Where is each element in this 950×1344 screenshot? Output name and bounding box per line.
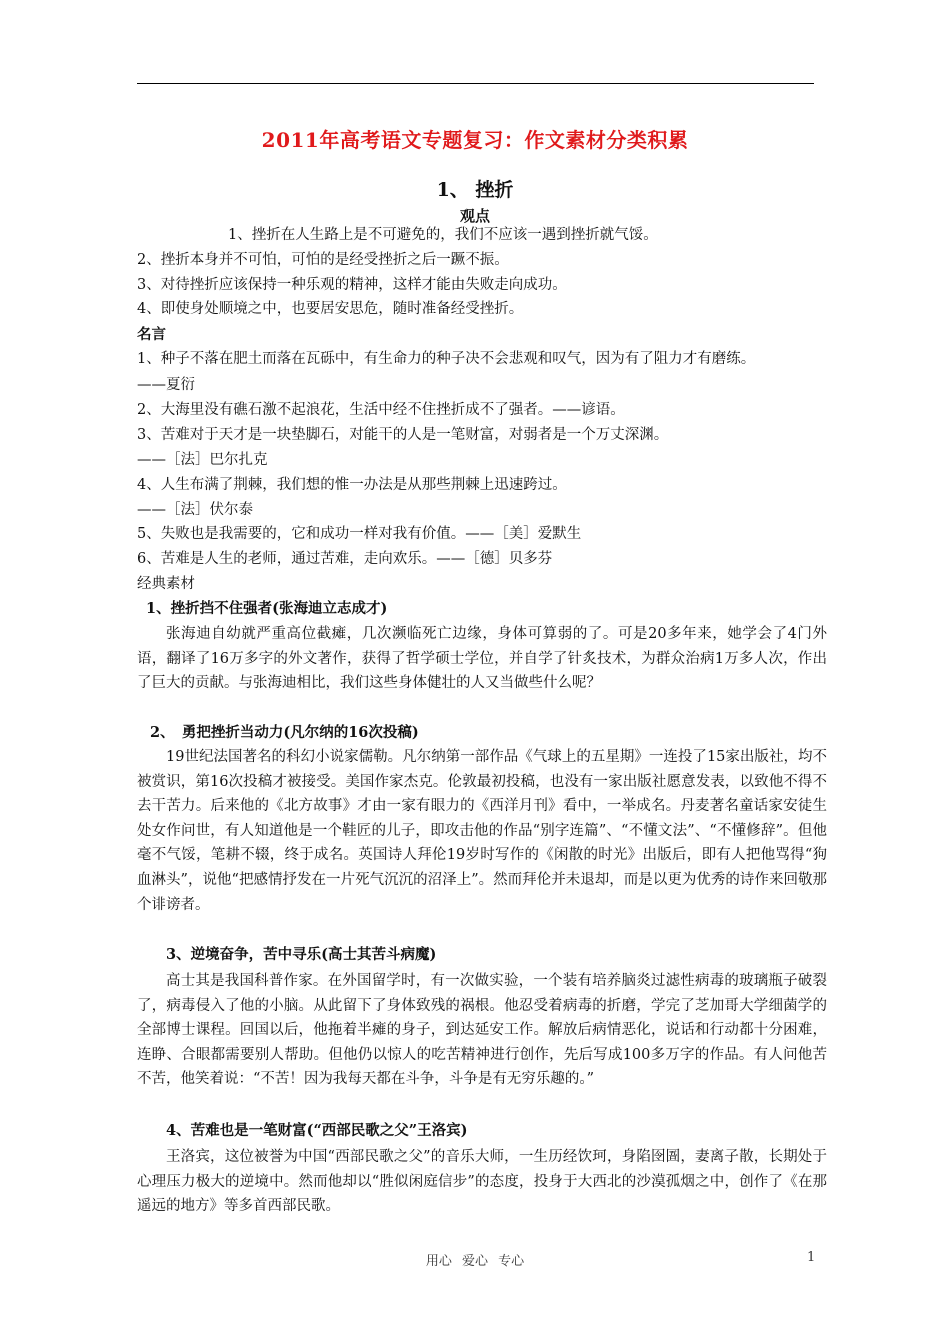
- section-heading: 1、 挫折: [436, 179, 514, 201]
- viewpoint-item: 1、挫折在人生路上是不可避免的，我们不应该一遇到挫折就气馁。: [228, 227, 658, 243]
- quote-author: ——［法］伏尔泰: [137, 502, 253, 518]
- material-heading: 1、挫折挡不住强者(张海迪立志成才): [146, 600, 388, 617]
- material-text: 19世纪法国著名的科幻小说家儒勒。凡尔纳第一部作品《气球上的五星期》一连投了15家出版社，均不被赏识，第16次投稿才被接受。美国作家杰克。伦敦最初投稿，也没有一家出版社愿意发表，以致他不得不去干苦力。后来他的《北方故事》才由一家有眼力的《西洋月刊》看中，一举成名。丹麦著名童话家安徒生处女作问世，有人知道他是一个鞋匠的儿子，即攻击他的作品“别字连篇”、“不懂文法”、“不懂修辞”。但他毫不气馁，笔耕不辍，终于成名。英国诗人拜伦19岁时写作的《闲散的时光》出版后，即有人把他骂得“狗血淋头”，说他“把感情抒发在一片死气沉沉的沼泽上”。然而拜伦并未退却，而是以更为优秀的诗作来回敬那个诽谤者。: [137, 749, 827, 913]
- quote-item: 3、苦难对于天才是一块垫脚石，对能干的人是一笔财富，对弱者是一个万丈深渊。: [137, 427, 669, 443]
- viewpoint-item: 4、即使身处顺境之中，也要居安思危，随时准备经受挫折。: [137, 301, 524, 317]
- page-footer: 用心 爱心 专心: [425, 1254, 525, 1269]
- material-heading: 3、逆境奋争，苦中寻乐(高士其苦斗病魔): [166, 946, 437, 963]
- quote-author: ——夏衍: [137, 377, 195, 393]
- material-text: 张海迪自幼就严重高位截瘫，几次濒临死亡边缘，身体可算弱的了。可是20多年来，她学会了4门外语，翻译了16万多字的外文著作，获得了哲学硕士学位，并自学了针炙技术，为群众治病1万多人次，作出了巨大的贡献。与张海迪相比，我们这些身体健壮的人又当做些什么呢？: [137, 626, 827, 692]
- material-heading: 4、苦难也是一笔财富(“西部民歌之父”王洛宾): [166, 1122, 468, 1139]
- viewpoint-item: 3、对待挫折应该保持一种乐观的精神，这样才能由失败走向成功。: [137, 277, 567, 293]
- viewpoint-item: 2、挫折本身并不可怕，可怕的是经受挫折之后一蹶不振。: [137, 252, 509, 268]
- quotes-heading: 名言: [137, 326, 166, 343]
- material-heading: 2、 勇把挫折当动力(凡尔纳的16次投稿): [150, 724, 419, 741]
- material-text: 高士其是我国科普作家。在外国留学时，有一次做实验，一个装有培养脑炎过滤性病毒的玻璃瓶子破裂了，病毒侵入了他的小脑。从此留下了身体致残的祸根。他忍受着病毒的折磨，学完了芝加哥大学细菌学的全部博士课程。回国以后，他拖着半瘫的身子，到达延安工作。解放后病情恶化，说话和行动都十分困难，连睁、合眼都需要别人帮助。但他仍以惊人的吃苦精神进行创作，先后写成100多万字的作品。有人问他苦不苦，他笑着说：“不苦！因为我每天都在斗争，斗争是有无穷乐趣的。”: [137, 973, 828, 1088]
- quote-item: 2、大海里没有礁石激不起浪花，生活中经不住挫折成不了强者。——谚语。: [137, 402, 625, 418]
- page-number: 1: [807, 1250, 816, 1265]
- quote-item: 4、人生布满了荆棘，我们想的惟一办法是从那些荆棘上迅速跨过。: [137, 477, 567, 493]
- viewpoint-heading: 观点: [459, 207, 490, 225]
- quote-author: ——［法］巴尔扎克: [137, 452, 268, 468]
- material-text: 王洛宾，这位被誉为中国“西部民歌之父”的音乐大师，一生历经饮珂，身陷囹圄，妻离子散，长期处于心理压力极大的逆境中。然而他却以“胜似闲庭信步”的态度，投身于大西北的沙漠孤烟之中，创作了《在那遥远的地方》等多首西部民歌。: [137, 1149, 827, 1215]
- document-title: 2011年高考语文专题复习：作文素材分类积累: [261, 128, 689, 152]
- quote-item: 1、种子不落在肥土而落在瓦砾中，有生命力的种子决不会悲观和叹气，因为有了阻力才有磨练。: [137, 351, 756, 367]
- quote-item: 5、失败也是我需要的，它和成功一样对我有价值。——［美］爱默生: [137, 526, 582, 542]
- classic-heading: 经典素材: [137, 576, 195, 592]
- quote-item: 6、苦难是人生的老师，通过苦难，走向欢乐。——［德］贝多芬: [137, 551, 553, 567]
- header-rule: [137, 83, 814, 84]
